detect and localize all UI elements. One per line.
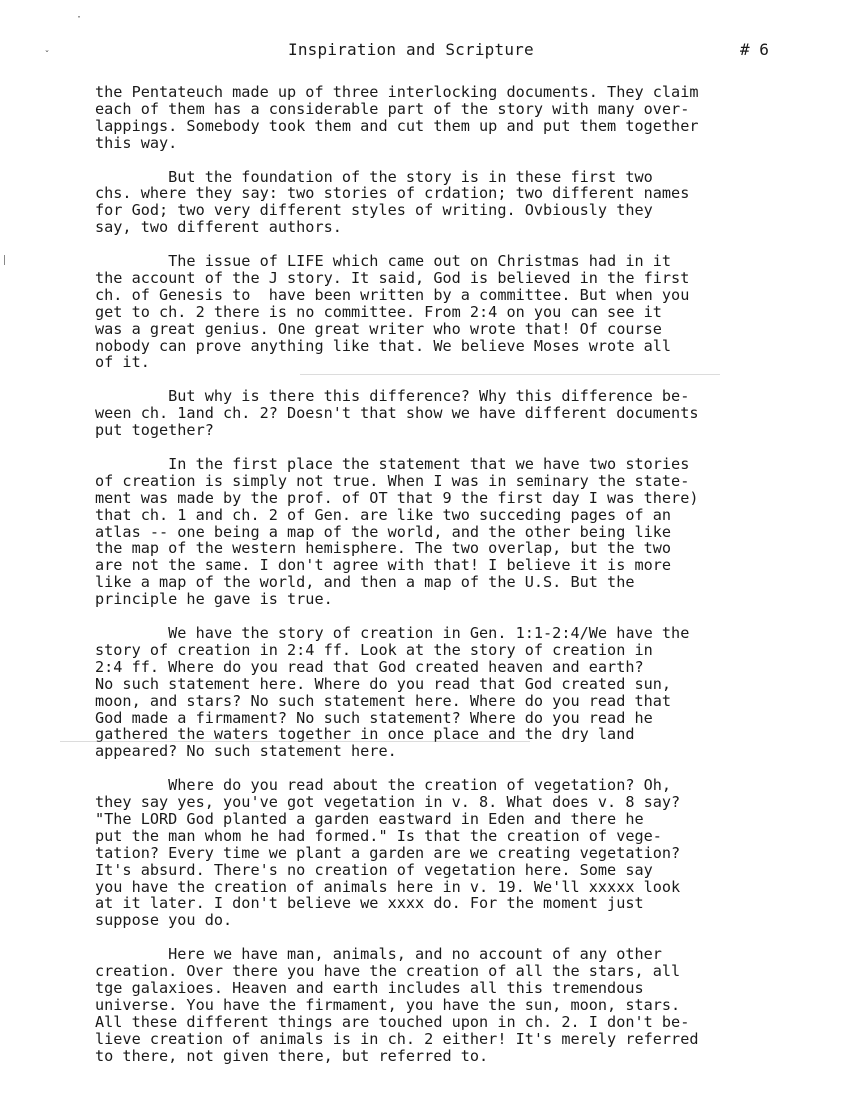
text-line: All these different things are touched upon in ch. 2. I don't be-: [95, 1012, 690, 1031]
text-line: 2:4 ff. Where do you read that God created heaven and earth?: [95, 657, 644, 676]
text-line: moon, and stars? No such statement here. Where do you read that: [95, 691, 672, 710]
text-line: was a great genius. One great writer who wrote that! Of course: [95, 319, 662, 338]
text-line: atlas -- one being a map of the world, and the other being like: [95, 522, 672, 541]
text-line: nobody can prove anything like that. We believe Moses wrote all: [95, 336, 672, 355]
text-line: tation? Every time we plant a garden are we creating vegetation?: [95, 843, 681, 862]
paragraph: [95, 625, 785, 760]
paragraph: [95, 253, 785, 371]
text-line: appeared? No such statement here.: [95, 742, 397, 761]
text-line: like a map of the world, and then a map of the U.S. But the: [95, 573, 635, 592]
paragraph: [95, 84, 785, 152]
text-line: you have the creation of animals here in v. 19. We'll xxxxx look: [95, 877, 681, 896]
paragraph: [95, 169, 785, 237]
text-line: But the foundation of the story is in these first two: [95, 167, 653, 186]
text-line: of creation is simply not true. When I was in seminary the state-: [95, 471, 690, 490]
paragraph: [95, 777, 785, 929]
page-header: [0, 40, 848, 62]
stray-mark: ˇ: [44, 50, 51, 61]
text-line: lappings. Somebody took them and cut them up and put them together: [95, 116, 699, 135]
text-line: they say yes, you've got vegetation in v. 8. What does v. 8 say?: [95, 793, 681, 812]
text-line: put together?: [95, 421, 214, 440]
paragraph: [95, 456, 785, 608]
text-line: at it later. I don't believe we xxxx do. For the moment just: [95, 894, 644, 913]
paragraph: [95, 388, 785, 439]
text-line: gathered the waters together in once place and the dry land: [95, 725, 635, 744]
text-line: We have the story of creation in Gen. 1:1-2:4/We have the: [95, 624, 690, 643]
text-line: The issue of LIFE which came out on Christmas had in it: [95, 252, 672, 271]
text-line: In the first place the statement that we have two stories: [95, 455, 690, 474]
page-title: Inspiration and Scripture: [288, 40, 534, 59]
text-line: chs. where they say: two stories of crdation; two different names: [95, 184, 690, 203]
scan-artifact-line: [60, 741, 530, 742]
text-line: No such statement here. Where do you read that God created sun,: [95, 674, 672, 693]
text-line: It's absurd. There's no creation of vegetation here. Some say: [95, 860, 653, 879]
text-line: for God; two very different styles of writing. Ovbiously they: [95, 201, 653, 220]
text-line: God made a firmament? No such statement? Where do you read he: [95, 708, 653, 727]
stray-mark: ·: [76, 12, 83, 23]
text-line: universe. You have the firmament, you have the sun, moon, stars.: [95, 995, 681, 1014]
text-line: say, two different authors.: [95, 218, 342, 237]
text-line: Where do you read about the creation of vegetation? Oh,: [95, 776, 672, 795]
text-line: But why is there this difference? Why this difference be-: [95, 387, 690, 406]
text-line: get to ch. 2 there is no committee. From 2:4 on you can see it: [95, 302, 662, 321]
text-line: story of creation in 2:4 ff. Look at the story of creation in: [95, 640, 653, 659]
text-line: Here we have man, animals, and no account of any other: [95, 945, 662, 964]
text-line: that ch. 1 and ch. 2 of Gen. are like two succeding pages of an: [95, 505, 672, 524]
text-line: this way.: [95, 133, 178, 152]
margin-mark: [4, 255, 5, 265]
text-line: "The LORD God planted a garden eastward in Eden and there he: [95, 809, 644, 828]
text-line: the map of the western hemisphere. The two overlap, but the two: [95, 539, 672, 558]
text-line: lieve creation of animals is in ch. 2 either! It's merely referred: [95, 1029, 699, 1048]
text-line: tge galaxioes. Heaven and earth includes all this tremendous: [95, 978, 644, 997]
text-line: the account of the J story. It said, God is believed in the first: [95, 269, 690, 288]
text-line: the Pentateuch made up of three interlocking documents. They claim: [95, 83, 699, 101]
text-line: put the man whom he had formed." Is that the creation of vege-: [95, 826, 662, 845]
scan-artifact-line: [300, 374, 720, 375]
text-line: ween ch. 1and ch. 2? Doesn't that show we have different documents: [95, 404, 699, 423]
text-line: are not the same. I don't agree with that! I believe it is more: [95, 556, 672, 575]
text-line: ment was made by the prof. of OT that 9 the first day I was there): [95, 488, 699, 507]
text-line: of it.: [95, 353, 150, 372]
paragraph: [95, 946, 785, 1064]
text-line: ch. of Genesis to have been written by a committee. But when you: [95, 285, 690, 304]
page-number: # 6: [740, 40, 769, 59]
text-line: suppose you do.: [95, 911, 233, 930]
text-line: principle he gave is true.: [95, 590, 333, 609]
document-body: [95, 84, 785, 1081]
text-line: each of them has a considerable part of the story with many over-: [95, 99, 690, 118]
text-line: creation. Over there you have the creation of all the stars, all: [95, 962, 681, 981]
text-line: to there, not given there, but referred to.: [95, 1046, 489, 1065]
